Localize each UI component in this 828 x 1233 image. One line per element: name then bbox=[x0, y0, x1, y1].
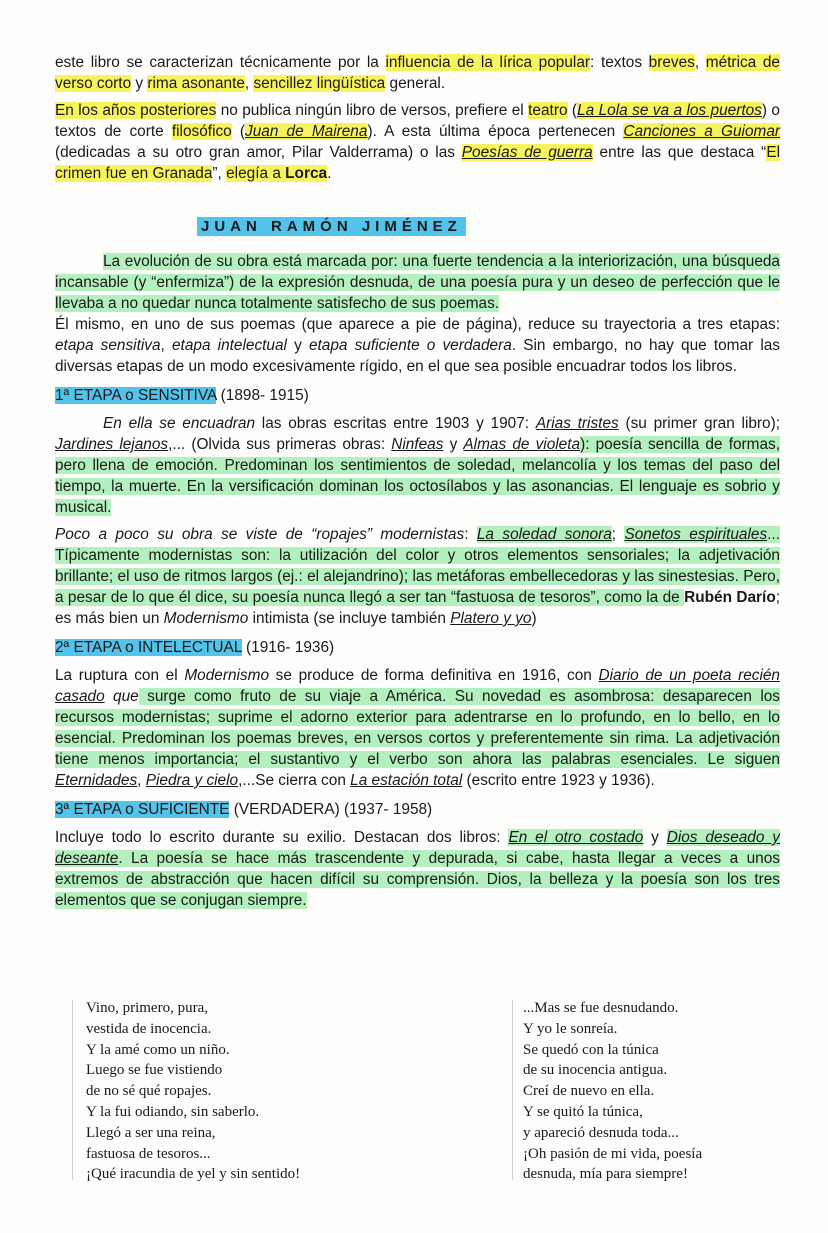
poem-line: Y la amé como un niño. bbox=[86, 1041, 230, 1058]
document-page bbox=[55, 52, 780, 911]
stage1-paragraph-2: Poco a poco su obra se viste de “ropajes” modernistas: La soledad sonora; Sonetos espirituales... Típicamente modernistas son: la utilización del color y otros elementos sensoriales; la adjetivación brillante; el uso de ritmos largos (ej.: el alejandrino); las metáforas embellecedoras y las sinestesias. Pero, a pesar de lo que él dice, su poesía nunca llegó a ser tan “fastuosa de tesoros”, como la de Rubén Darío; es más bien un Modernismo intimista (se incluye también Platero y yo) bbox=[55, 526, 781, 627]
poem-line: Llegó a ser una reina, bbox=[86, 1124, 216, 1141]
poem-right-column bbox=[523, 998, 702, 1185]
poem-right-margin-line bbox=[512, 1000, 513, 1180]
poem-line: fastuosa de tesoros... bbox=[86, 1145, 211, 1162]
stage2-paragraph: La ruptura con el Modernismo se produce de forma definitiva en 1916, con Diario de un poeta recién casado que surge como fruto de su viaje a América. Su novedad es asombrosa: desaparecen los recursos modernistas; suprime el adorno exterior para adentrarse en lo profundo, en lo bello, en lo esencial. Predominan los poemas breves, en versos cortos y preferentemente sin rima. La adjetivación tiene menos importancia; el sustantivo y el verbo son ahora las palabras esenciales. Le siguen Eternidades, Piedra y cielo,...Se cierra con La estación total (escrito entre 1923 y 1936). bbox=[55, 667, 780, 789]
poem-line: Y se quitó la túnica, bbox=[523, 1103, 643, 1120]
poem-line: Vino, primero, pura, bbox=[86, 1000, 208, 1016]
poem-line: desnuda, mía para siempre! bbox=[523, 1166, 688, 1183]
stages-overview-paragraph: Él mismo, en uno de sus poemas (que aparece a pie de página), reduce su trayectoria a tres etapas: etapa sensitiva, etapa intelectual y etapa suficiente o verdadera. Sin embargo, no hay que tomar las diversas etapas de un modo excesivamente rígido, en el que sea posible encuadrar todos los libros. bbox=[55, 316, 780, 375]
poem-line: vestida de inocencia. bbox=[86, 1020, 212, 1037]
poem-line: Creí de nuevo en ella. bbox=[523, 1083, 655, 1100]
poem-line: y apareció desnuda toda... bbox=[523, 1124, 679, 1141]
stage1-heading: 1ª ETAPA o SENSITIVA (1898- 1915) bbox=[55, 387, 309, 404]
poem-line: de no sé qué ropajes. bbox=[86, 1083, 212, 1100]
stage1-paragraph-1: En ella se encuadran las obras escritas entre 1903 y 1907: Arias tristes (su primer gran libro); Jardines lejanos,... (Olvida sus primeras obras: Ninfeas y Almas de violeta): poesía sencilla de formas, pero llena de emoción. Predominan los sentimientos de soledad, melancolía y los temas del paso del tiempo, la muerte. En la versificación dominan los octosílabos y las asonancias. El lenguaje es sobrio y musical. bbox=[55, 415, 781, 516]
poem-line: ¡Qué iracundia de yel y sin sentido! bbox=[86, 1166, 301, 1183]
poem-left-column bbox=[86, 998, 300, 1185]
section-title: JUAN RAMÓN JIMÉNEZ bbox=[197, 216, 780, 237]
stage3-heading: 3ª ETAPA o SUFICIENTE (VERDADERA) (1937- 1958) bbox=[55, 801, 433, 818]
stage3-paragraph: Incluye todo lo escrito durante su exilio. Destacan dos libros: En el otro costado y Dios deseado y deseante. La poesía se hace más trascendente y depurada, si cabe, hasta llegar a veces a unos extremos de abstracción que hacen difícil su comprensión. Dios, la belleza y la poesía son los tres elementos que se conjugan siempre. bbox=[55, 829, 780, 909]
poem-line: Se quedó con la túnica bbox=[523, 1041, 659, 1058]
stage2-heading: 2ª ETAPA o INTELECTUAL (1916- 1936) bbox=[55, 639, 335, 656]
poem-line: ¡Oh pasión de mi vida, poesía bbox=[523, 1145, 703, 1162]
poem-left-margin-line bbox=[72, 1000, 73, 1180]
evolution-paragraph: La evolución de su obra está marcada por: una fuerte tendencia a la interiorización, una búsqueda incansable (y “enfermiza”) de la expresión desnuda, de una poesía pura y un deseo de perfección que le llevaba a no quedar nunca totalmente satisfecho de sus poemas. bbox=[55, 253, 780, 312]
poem-line: ...Mas se fue desnudando. bbox=[523, 1000, 679, 1016]
poem-line: Luego se fue vistiendo bbox=[86, 1062, 223, 1079]
poem-line: Y yo le sonreía. bbox=[523, 1020, 618, 1037]
poem-line: de su inocencia antigua. bbox=[523, 1062, 668, 1079]
poem-line: Y la fui odiando, sin saberlo. bbox=[86, 1103, 260, 1120]
intro-paragraph-2: En los años posteriores no publica ningún libro de versos, prefiere el teatro (La Lola se va a los puertos) o textos de corte filosófico (Juan de Mairena). A esta última época pertenecen Canciones a Guiomar (dedicadas a su otro gran amor, Pilar Valderrama) o las Poesías de guerra entre las que destaca “El crimen fue en Granada”, elegía a Lorca. bbox=[55, 102, 781, 182]
intro-paragraph-1: este libro se caracterizan técnicamente por la influencia de la lírica popular: textos breves, métrica de verso corto y rima asonante, sencillez lingüística general. bbox=[55, 54, 780, 92]
